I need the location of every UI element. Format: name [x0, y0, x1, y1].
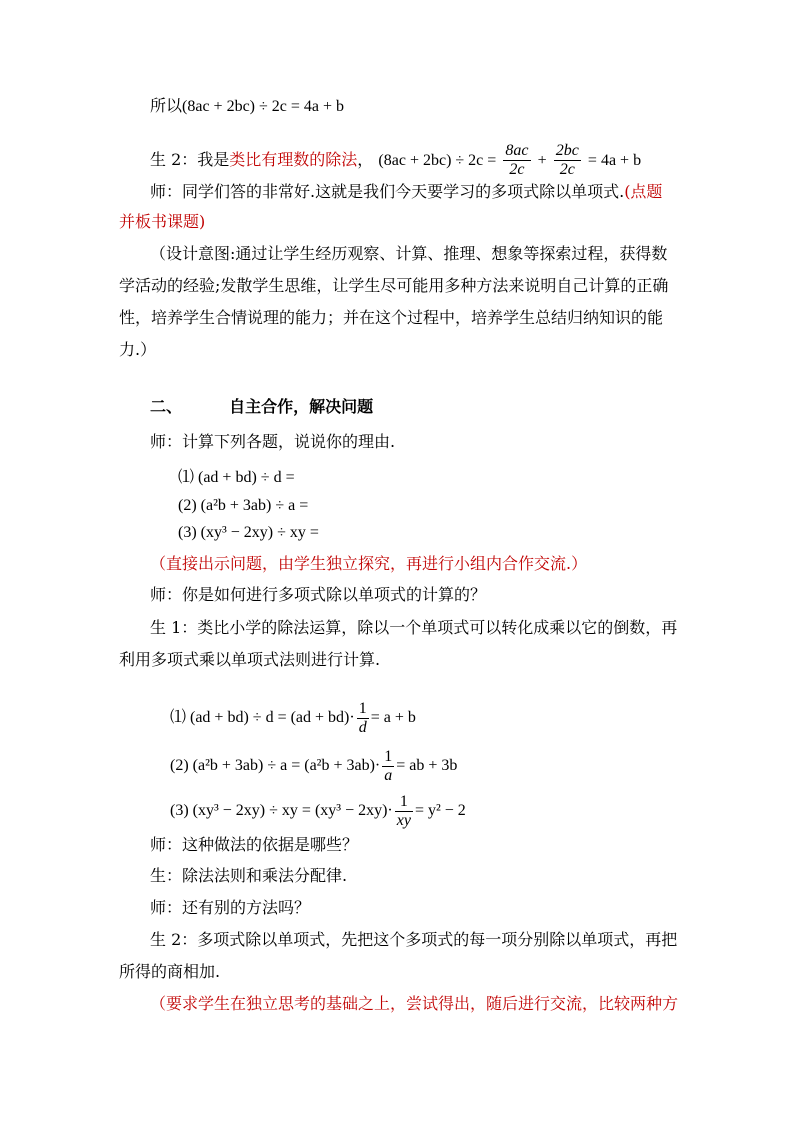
- fraction-numerator: 2bc: [555, 142, 579, 159]
- fraction-denominator: a: [384, 767, 393, 784]
- comma: ，: [357, 150, 374, 169]
- highlight-text: 类比有理数的除法: [229, 150, 358, 169]
- solution-3: [170, 793, 466, 830]
- fraction-8ac-2c: [503, 142, 530, 179]
- fraction-denominator: 2c: [559, 161, 575, 178]
- fraction-numerator: 1: [384, 748, 393, 765]
- expr-right: = 4a + b: [587, 152, 642, 169]
- solution-right: = ab + 3b: [396, 757, 458, 775]
- solution-left: ⑴ (ad + bd) ÷ d = (ad + bd)·: [170, 709, 355, 727]
- fraction-denominator: xy: [396, 812, 411, 829]
- solution-1: [170, 700, 416, 737]
- teacher-other-method: 师：还有别的方法吗？: [150, 898, 311, 917]
- design-intent-line-4: 力.）: [119, 340, 157, 359]
- question-3: (3) (xy³ − 2xy) ÷ xy =: [178, 524, 319, 541]
- solution-left: (3) (xy³ − 2xy) ÷ xy = (xy³ − 2xy)·: [170, 802, 393, 820]
- student1-line-2: 利用多项式乘以单项式法则进行计算.: [119, 650, 381, 669]
- conclusion-expr: (8ac + 2bc) ÷ 2c = 4a + b: [182, 98, 345, 115]
- conclusion-prefix: 所以: [150, 96, 183, 115]
- teacher-praise-text: 师：同学们答的非常好.这就是我们今天要学习的多项式除以单项式.: [150, 182, 625, 201]
- solution-2: [170, 748, 457, 785]
- teacher-note: (点题: [624, 182, 663, 201]
- fraction-numerator: 1: [358, 700, 367, 717]
- line-teacher-praise: [150, 182, 662, 202]
- solution-right: = a + b: [370, 709, 416, 727]
- plus-sign: +: [537, 152, 547, 169]
- solution-left: (2) (a²b + 3ab) ÷ a = (a²b + 3ab)·: [170, 757, 381, 775]
- fraction-1-a: [382, 748, 394, 785]
- fraction-1-d: [357, 700, 369, 737]
- fraction-2bc-2c: [554, 142, 581, 179]
- teaching-note-2: （直接出示问题，由学生独立探究，再进行小组内合作交流.）: [150, 554, 588, 573]
- expr-left: (8ac + 2bc) ÷ 2c =: [378, 152, 497, 169]
- design-intent-line-1: （设计意图:通过让学生经历观察、计算、推理、想象等探索过程，获得数: [150, 244, 668, 263]
- teacher-question: 师：你是如何进行多项式除以单项式的计算的？: [150, 585, 487, 604]
- line-conclusion: [150, 96, 344, 117]
- line-student2-method: [150, 142, 641, 179]
- teacher-basis-question: 师：这种做法的依据是哪些？: [150, 835, 359, 854]
- student2-speaker: 生 2：我是: [150, 150, 230, 169]
- fraction-numerator: 1: [395, 793, 413, 812]
- question-2: (2) (a²b + 3ab) ÷ a =: [178, 497, 309, 514]
- student-basis-answer: 生：除法法则和乘法分配律.: [150, 866, 348, 885]
- section-title: 自主合作，解决问题: [229, 397, 374, 416]
- student2-line-2: 所得的商相加.: [119, 962, 221, 981]
- fraction-denominator: d: [358, 719, 367, 736]
- fraction-1-xy: [395, 793, 413, 830]
- fraction-denominator: 2c: [509, 161, 525, 178]
- section-number: 二、: [150, 397, 183, 416]
- teaching-note-3: （要求学生在独立思考的基础之上，尝试得出，随后进行交流，比较两种方: [150, 994, 679, 1013]
- question-intro: 师：计算下列各题，说说你的理由.: [150, 432, 396, 451]
- student1-line-1: 生 1：类比小学的除法运算，除以一个单项式可以转化成乘以它的倒数，再: [150, 618, 678, 637]
- teacher-note-cont: 并板书课题): [119, 212, 206, 231]
- design-intent-line-3: 性，培养学生合情说理的能力；并在这个过程中，培养学生总结归纳知识的能: [119, 308, 664, 327]
- fraction-numerator: 8ac: [505, 142, 529, 159]
- design-intent-line-2: 学活动的经验;发散学生思维，让学生尽可能用多种方法来说明自己计算的正确: [119, 276, 669, 295]
- question-1: ⑴ (ad + bd) ÷ d =: [178, 469, 295, 486]
- student2-line-1: 生 2：多项式除以单项式，先把这个多项式的每一项分别除以单项式，再把: [150, 930, 678, 949]
- section-heading: [150, 397, 373, 417]
- solution-right: = y² − 2: [414, 802, 466, 820]
